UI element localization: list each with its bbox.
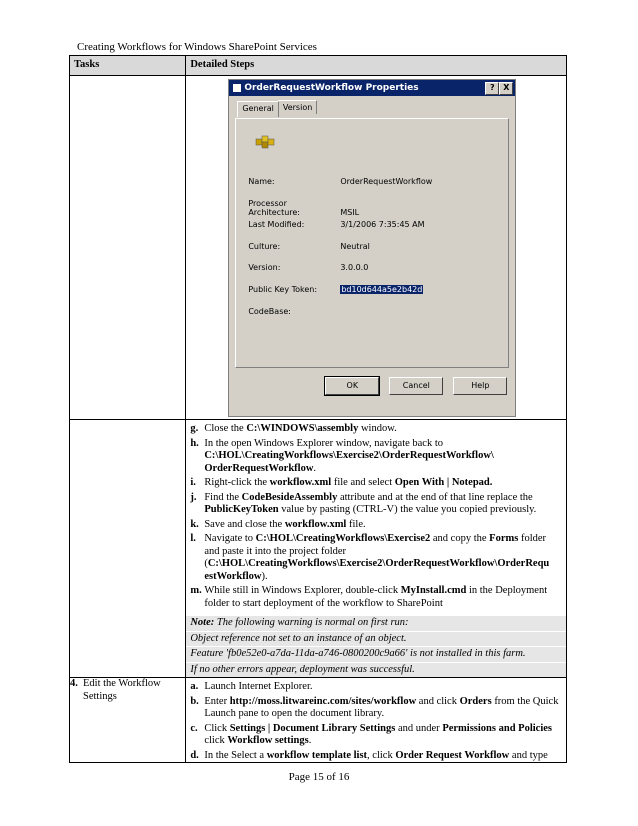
step-bold-text: Workflow settings bbox=[227, 735, 309, 746]
step-plain-text: ). bbox=[261, 570, 268, 582]
empty-task-cell bbox=[70, 76, 186, 420]
step-bold-text: Orders bbox=[459, 695, 492, 707]
step-plain-text: Launch Internet Explorer. bbox=[204, 681, 313, 692]
tab-strip bbox=[237, 100, 316, 116]
step-item bbox=[190, 477, 562, 490]
steps-cell bbox=[186, 678, 567, 763]
step-bold-text: workflow template list bbox=[266, 749, 368, 761]
step-bold-text: Open With | Notepad. bbox=[394, 477, 493, 488]
task-4-row bbox=[70, 678, 567, 763]
step-plain-text: , click bbox=[367, 749, 396, 761]
step-plain-text: . bbox=[308, 735, 312, 746]
step-plain-text: Right-click the bbox=[204, 477, 270, 488]
step-plain-text: in the Deployment folder to start deployment of the workflow to SharePoint bbox=[204, 585, 548, 609]
note-line: If no other errors appear, deployment was successful. bbox=[186, 662, 566, 678]
page-footer: Page 15 of 16 bbox=[288, 771, 350, 783]
tab-general[interactable]: General bbox=[237, 101, 279, 117]
step-bold-text: MyInstall.cmd bbox=[400, 585, 467, 596]
step-item bbox=[190, 533, 562, 583]
step-text bbox=[204, 533, 562, 583]
step-text bbox=[204, 681, 312, 694]
step-letter: k. bbox=[190, 518, 199, 530]
step-list bbox=[186, 420, 566, 615]
step-bold-text: Order Request Workflow bbox=[395, 749, 510, 761]
help-button[interactable]: Help bbox=[453, 377, 507, 395]
table-header-row bbox=[70, 56, 567, 76]
general-panel bbox=[235, 118, 509, 368]
prop-value: 3.0.0.0 bbox=[340, 263, 369, 272]
step-letter: b. bbox=[190, 695, 199, 707]
step-bold-text: CodeBesideAssembly bbox=[241, 491, 338, 503]
ok-button[interactable]: OK bbox=[325, 377, 379, 395]
prop-row-arch bbox=[248, 199, 359, 217]
prop-label: Culture: bbox=[248, 242, 281, 251]
cancel-button[interactable]: Cancel bbox=[389, 377, 443, 395]
step-bold-text: http://moss.litwareinc.com/sites/workflow bbox=[229, 695, 417, 707]
step-plain-text: Find the bbox=[204, 491, 242, 503]
prop-value: 3/1/2006 7:35:45 AM bbox=[340, 220, 425, 229]
screenshot-row bbox=[70, 76, 567, 420]
screenshot-cell bbox=[186, 76, 567, 420]
note-text: The following warning is normal on first run: bbox=[214, 617, 409, 628]
step-plain-text: and type bbox=[509, 749, 548, 761]
note-line: Feature 'fb0e52e0-a7da-11da-a746-0800200c9a66' is not installed in this farm. bbox=[186, 646, 566, 662]
step-bold-text: Forms bbox=[489, 533, 519, 544]
step-item bbox=[190, 492, 562, 517]
step-letter: d. bbox=[190, 749, 199, 761]
prop-label: CodeBase: bbox=[248, 307, 291, 316]
step-item bbox=[190, 423, 562, 436]
prop-label: Public Key Token: bbox=[248, 285, 318, 294]
public-key-token-value[interactable]: bd10d644a5e2b42d bbox=[341, 285, 423, 294]
step-plain-text: In the open Windows Explorer window, navigate back to bbox=[204, 437, 444, 449]
step-plain-text: window. bbox=[358, 423, 397, 434]
note-label: Note: bbox=[190, 617, 215, 628]
prop-row-name bbox=[248, 177, 432, 186]
step-plain-text: Navigate to bbox=[204, 533, 256, 544]
prop-label: Processor Architecture: bbox=[248, 199, 300, 217]
prop-label: Name: bbox=[248, 177, 275, 186]
prop-row-version bbox=[248, 263, 368, 272]
tasks-column-header: Tasks bbox=[70, 56, 186, 76]
dialog-title: OrderRequestWorkflow Properties bbox=[244, 83, 419, 93]
step-letter: j. bbox=[190, 491, 197, 503]
step-plain-text: Enter bbox=[204, 695, 230, 707]
step-plain-text: and copy the bbox=[430, 533, 490, 544]
step-item bbox=[190, 438, 562, 476]
step-plain-text: click bbox=[204, 735, 228, 746]
tab-version[interactable]: Version bbox=[278, 100, 317, 114]
step-bold-text: workflow.xml bbox=[284, 518, 347, 530]
step-bold-text: C:\WINDOWS\assembly bbox=[246, 423, 359, 434]
step-letter: i. bbox=[190, 477, 196, 488]
window-icon bbox=[233, 84, 241, 92]
step-bold-text: Settings | Document Library Settings bbox=[229, 722, 396, 734]
dialog-titlebar bbox=[229, 80, 515, 96]
close-icon[interactable]: X bbox=[499, 82, 513, 95]
prop-row-culture bbox=[248, 242, 370, 251]
step-letter: g. bbox=[190, 423, 199, 434]
task-number: 4. bbox=[70, 678, 78, 689]
help-icon[interactable]: ? bbox=[485, 82, 499, 95]
step-item bbox=[190, 750, 562, 763]
step-text bbox=[204, 519, 365, 532]
step-bold-text: C:\HOL\CreatingWorkflows\Exercise2\OrderRequestWorkflow\OrderRequ estWorkflow bbox=[204, 558, 550, 582]
empty-task-cell bbox=[70, 420, 186, 678]
step-plain-text: value by pasting (CTRL-V) the value you copied previously. bbox=[278, 504, 537, 515]
step-plain-text: from the Quick Launch pane to open the document library. bbox=[204, 695, 559, 719]
step-letter: c. bbox=[190, 722, 198, 734]
step-plain-text: Click bbox=[204, 722, 230, 734]
steps-table bbox=[69, 55, 567, 763]
step-plain-text: Close the bbox=[204, 423, 247, 434]
step-plain-text: . bbox=[313, 462, 317, 474]
step-item bbox=[190, 585, 562, 610]
step-bold-text: workflow.xml bbox=[269, 477, 332, 488]
step-item bbox=[190, 681, 562, 694]
step-plain-text: While still in Windows Explorer, double-click bbox=[204, 585, 401, 596]
step-plain-text: and click bbox=[416, 695, 460, 707]
step-text bbox=[204, 723, 562, 748]
step-text bbox=[204, 477, 492, 490]
steps-column-header: Detailed Steps bbox=[186, 56, 567, 76]
steps-row bbox=[70, 420, 567, 678]
prop-label: Version: bbox=[248, 263, 281, 272]
page-header: Creating Workflows for Windows SharePoint Services bbox=[77, 41, 317, 53]
task-4-cell bbox=[70, 678, 186, 763]
step-text bbox=[204, 750, 547, 763]
prop-label: Last Modified: bbox=[248, 220, 305, 229]
step-letter: m. bbox=[190, 585, 202, 596]
step-bold-text: C:\HOL\CreatingWorkflows\Exercise2\OrderRequestWorkflow\ OrderRequestWorkflow bbox=[204, 450, 494, 474]
step-item bbox=[190, 519, 562, 532]
step-plain-text: file and select bbox=[331, 477, 395, 488]
prop-row-modified bbox=[248, 220, 424, 229]
prop-row-token bbox=[248, 285, 423, 294]
step-plain-text: Save and close the bbox=[204, 518, 285, 530]
properties-dialog bbox=[228, 79, 516, 417]
prop-row-codebase bbox=[248, 307, 340, 316]
step-plain-text: In the Select a bbox=[204, 749, 267, 761]
step-plain-text: file. bbox=[346, 518, 366, 530]
steps-cell bbox=[186, 420, 567, 678]
step-list bbox=[186, 678, 566, 762]
step-text bbox=[204, 492, 562, 517]
note-line bbox=[186, 615, 566, 631]
step-letter: l. bbox=[190, 533, 196, 544]
prop-value: Neutral bbox=[340, 242, 370, 251]
step-letter: a. bbox=[190, 681, 199, 692]
prop-value: MSIL bbox=[340, 208, 360, 217]
step-item bbox=[190, 696, 562, 721]
step-plain-text: and under bbox=[395, 722, 443, 734]
step-bold-text: Permissions and Policies bbox=[442, 722, 552, 734]
prop-value: OrderRequestWorkflow bbox=[340, 177, 433, 186]
step-item bbox=[190, 723, 562, 748]
step-plain-text: folder and paste it into the project folder ( bbox=[204, 533, 547, 569]
step-bold-text: PublicKeyToken bbox=[204, 504, 279, 515]
step-text bbox=[204, 696, 562, 721]
task-name: Edit the Workflow Settings bbox=[83, 678, 161, 702]
step-bold-text: C:\HOL\CreatingWorkflows\Exercise2 bbox=[255, 533, 431, 544]
step-text bbox=[204, 585, 562, 610]
step-text bbox=[204, 438, 562, 476]
note-line: Object reference not set to an instance of an object. bbox=[186, 631, 566, 647]
step-text bbox=[204, 423, 396, 436]
step-letter: h. bbox=[190, 437, 199, 449]
step-plain-text: attribute and at the end of that line replace the bbox=[337, 491, 533, 503]
assembly-icon bbox=[254, 133, 276, 151]
